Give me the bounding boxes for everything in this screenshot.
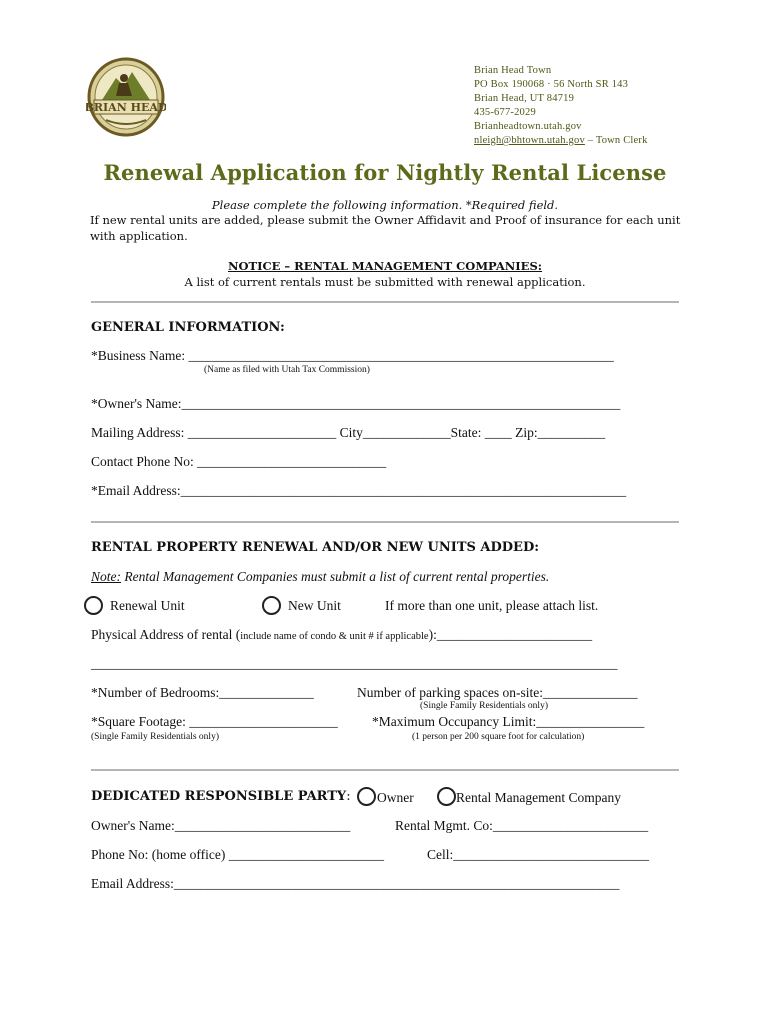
occupancy-note: (1 person per 200 square foot for calculation)	[412, 732, 585, 742]
property-note	[91, 569, 549, 585]
renewal-unit-label: Renewal Unit	[110, 598, 185, 613]
owner-name-field[interactable]: *Owner's Name:_________________________________________________________________	[91, 396, 621, 411]
rental-company-radio[interactable]	[437, 787, 456, 806]
section-divider	[91, 301, 679, 303]
max-occupancy-field[interactable]: *Maximum Occupancy Limit:________________	[372, 714, 645, 729]
note-text: Rental Management Companies must submit a list of current rental properties.	[121, 569, 550, 584]
rental-property-heading: RENTAL PROPERTY RENEWAL AND/OR NEW UNITS ADDED:	[91, 540, 540, 555]
address-line: Brian Head Town	[474, 65, 552, 76]
physical-address-line2[interactable]: ______________________________________________________________________________	[91, 656, 618, 671]
owner-radio[interactable]	[357, 787, 376, 806]
notice-body: A list of current rentals must be submitted with renewal application.	[184, 275, 586, 289]
party-email-field[interactable]: Email Address:__________________________________________________________________	[91, 876, 620, 891]
clerk-label: – Town Clerk	[584, 135, 648, 146]
party-owner-name-field[interactable]: Owner's Name:__________________________	[91, 818, 351, 833]
owner-option-label: Owner	[377, 790, 414, 805]
cell-phone-field[interactable]: Cell:_____________________________	[427, 847, 649, 862]
business-name-note: (Name as filed with Utah Tax Commission)	[204, 365, 370, 375]
address-website: Brianheadtown.utah.gov	[474, 121, 582, 132]
square-footage-field[interactable]: *Square Footage: ______________________	[91, 714, 338, 729]
intro-paragraph: If new rental units are added, please submit the Owner Affidavit and Proof of insurance for each unit with application.	[90, 213, 681, 243]
business-name-field[interactable]: *Business Name: _______________________________________________________________	[91, 348, 614, 363]
new-unit-radio[interactable]	[262, 596, 281, 615]
rental-mgmt-co-field[interactable]: Rental Mgmt. Co:_______________________	[395, 818, 649, 833]
instructions: Please complete the following information. *Required field.	[211, 198, 559, 212]
section-divider	[91, 521, 679, 523]
physical-address-field[interactable]	[91, 627, 592, 643]
parking-note: (Single Family Residentials only)	[420, 701, 548, 711]
responsible-party-title: DEDICATED RESPONSIBLE PARTY	[91, 789, 347, 804]
responsible-party-colon: :	[346, 789, 351, 804]
town-address	[474, 64, 648, 148]
new-unit-label: New Unit	[288, 598, 341, 613]
home-office-phone-field[interactable]: Phone No: (home office) _______________________	[91, 847, 384, 862]
svg-text:BRIAN HEAD: BRIAN HEAD	[86, 101, 166, 114]
clerk-email-link[interactable]: nleigh@bhtown.utah.gov	[474, 135, 585, 146]
note-label: Note:	[91, 569, 121, 584]
responsible-party-heading	[91, 789, 351, 804]
physical-address-label: Physical Address of rental (	[91, 627, 241, 642]
address-line: Brian Head, UT 84719	[474, 93, 575, 104]
square-footage-note: (Single Family Residentials only)	[91, 732, 219, 742]
section-divider	[91, 769, 679, 771]
rental-company-option-label: Rental Management Company	[456, 790, 621, 805]
email-field[interactable]: *Email Address:__________________________________________________________________	[91, 483, 627, 498]
general-info-heading: GENERAL INFORMATION:	[91, 320, 285, 335]
bedrooms-field[interactable]: *Number of Bedrooms:______________	[91, 685, 314, 700]
notice-heading: NOTICE – RENTAL MANAGEMENT COMPANIES:	[228, 259, 542, 273]
physical-address-hint: include name of condo & unit # if applicable	[240, 631, 429, 642]
contact-phone-field[interactable]: Contact Phone No: ____________________________	[91, 454, 387, 469]
address-phone: 435-677-2029	[474, 107, 536, 118]
brian-head-logo	[86, 56, 166, 138]
parking-spaces-field[interactable]: Number of parking spaces on-site:______________	[357, 685, 638, 700]
renewal-unit-radio[interactable]	[84, 596, 103, 615]
physical-address-line: ):_______________________	[428, 627, 593, 642]
attach-list-note: If more than one unit, please attach list.	[385, 598, 599, 613]
address-line: PO Box 190068 · 56 North SR 143	[474, 79, 629, 90]
form-title: Renewal Application for Nightly Rental License	[103, 160, 667, 185]
mailing-address-field[interactable]: Mailing Address: ______________________ City_____________State: ____ Zip:__________	[91, 425, 606, 440]
